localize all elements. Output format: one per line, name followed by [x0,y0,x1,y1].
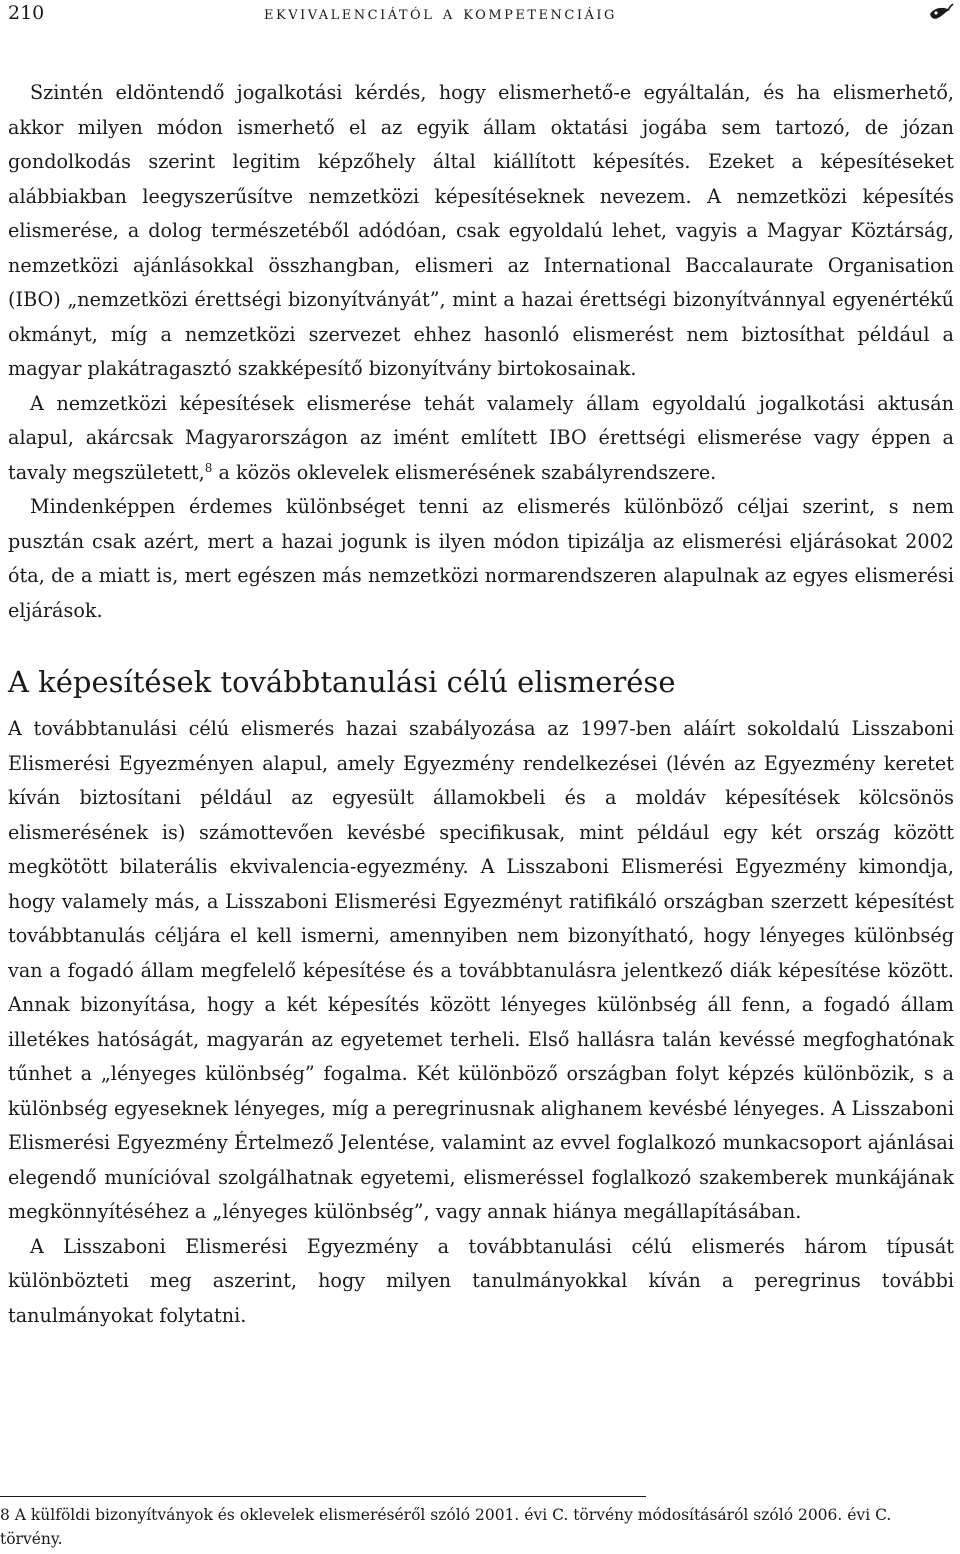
paragraph-lisbon-types: A Lisszaboni Elismerési Egyezmény a továbbtanulási célú elismerés három típusát különbözteti meg aszerint, hogy milyen tanulmányokkal kíván a peregrinus további tanulmányokat folytatni. [8,1234,954,1327]
footnote-divider [0,1496,646,1497]
paragraph-ibo [8,387,954,491]
document-page [8,0,954,1333]
running-title: ekvivalenciától a kompetenciáig [264,2,617,24]
section-heading: A képesítések továbbtanulási célú elismerése [8,665,676,699]
paragraph-ibo-text: A nemzetközi képesítések elismerése tehát valamely állam egyoldalú jogalkotási aktusán alapul, akárcsak Magyarországon az imént említett IBO érettségi elismerése vagy éppen a tavaly megszületett, [8,391,954,484]
footnote-reference: 8 [204,460,213,475]
pepper-ornament-icon [928,2,954,22]
main-text [8,76,954,1333]
page-number: 210 [8,2,45,24]
footnote: 8 A külföldi bizonyítványok és oklevelek elismeréséről szóló 2001. évi C. törvény módosításáról szóló 2006. évi C. törvény. [0,1506,892,1548]
paragraph-ibo-text-end: a közös oklevelek elismerésének szabályrendszere. [212,460,717,484]
paragraph-intro: Szintén eldöntendő jogalkotási kérdés, hogy elismerhető-e egyáltalán, és ha elismerhető, akkor milyen módon ismerhető el az egyik állam oktatási jogába sem tartozó, de józan gondolkodás szerint legitim képzőhely által kiállított képesítés. Ezeket a képesítéseket alábbiakban leegyszerűsítve nemzetközi képesítéseknek nevezem. A nemzetközi képesítés elismerése, a dolog természetéből adódóan, csak egyoldalú lehet, vagyis a Magyar Köztárság, nemzetközi ajánlásokkal összhangban, elismeri az International Baccalaurate Organisation (IBO) „nemzetközi érettségi bizonyítványát”, mint a hazai érettségi bizonyítvánnyal egyenértékű okmányt, míg a nemzetközi szervezet ehhez hasonló elismerést nem biztosíthat például a magyar plakátragasztó szakképesítő bizonyítvány birtokosainak. [8,81,954,380]
paragraph-lisbon-convention: A továbbtanulási célú elismerés hazai szabályozása az 1997-ben aláírt sokoldalú Lisszaboni Elismerési Egyezményen alapul, amely Egyezmény rendelkezései (lévén az Egyezmény keretet kíván biztosítani például az egyesült államokbeli és a moldáv képesítések kölcsönös elismerésének is) számottevően kevésbé specifikusak, mint például egy két ország között megkötött bilaterális ekvivalencia-egyezmény. A Lisszaboni Elismerési Egyezmény kimondja, hogy valamely más, a Lisszaboni Elismerési Egyezményt ratifikáló országban szerzett képesítést továbbtanulás céljára el kell ismerni, amennyiben nem bizonyítható, hogy lényeges különbség van a fogadó állam megfelelő képesítése és a továbbtanulásra jelentkező diák képesítése között. Annak bizonyítása, hogy a két képesítés között lényeges különbség áll fenn, a fogadó állam illetékes hatóságát, magyarán az egyetemet terheli. Első hallásra talán kevéssé megfoghatónak tűnhet a „lényeges különbség” fogalma. Két különböző országban folyt képzés különbözik, s a különbség egyeseknek lényeges, míg a peregrinusnak alighanem kevésbé lényeges. A Lisszaboni Elismerési Egyezmény Értelmező Jelentése, valamint az evvel foglalkozó munkacsoport ajánlásai elegendő munícióval szolgálhatnak egyetemi, elismeréssel foglalkozó szakemberek munkájának megkönnyítéséhez a „lényeges különbség”, vagy annak hiánya megállapításában. [8,717,954,1223]
paragraph-purposes: Mindenképpen érdemes különbséget tenni az elismerés különböző céljai szerint, s nem pusztán csak azért, mert a hazai jogunk is ilyen módon tipizálja az elismerési eljárásokat 2002 óta, de a miatt is, mert egészen más nemzetközi normarendszeren alapulnak az egyes elismerési eljárások. [8,495,954,622]
page-header [8,0,954,36]
